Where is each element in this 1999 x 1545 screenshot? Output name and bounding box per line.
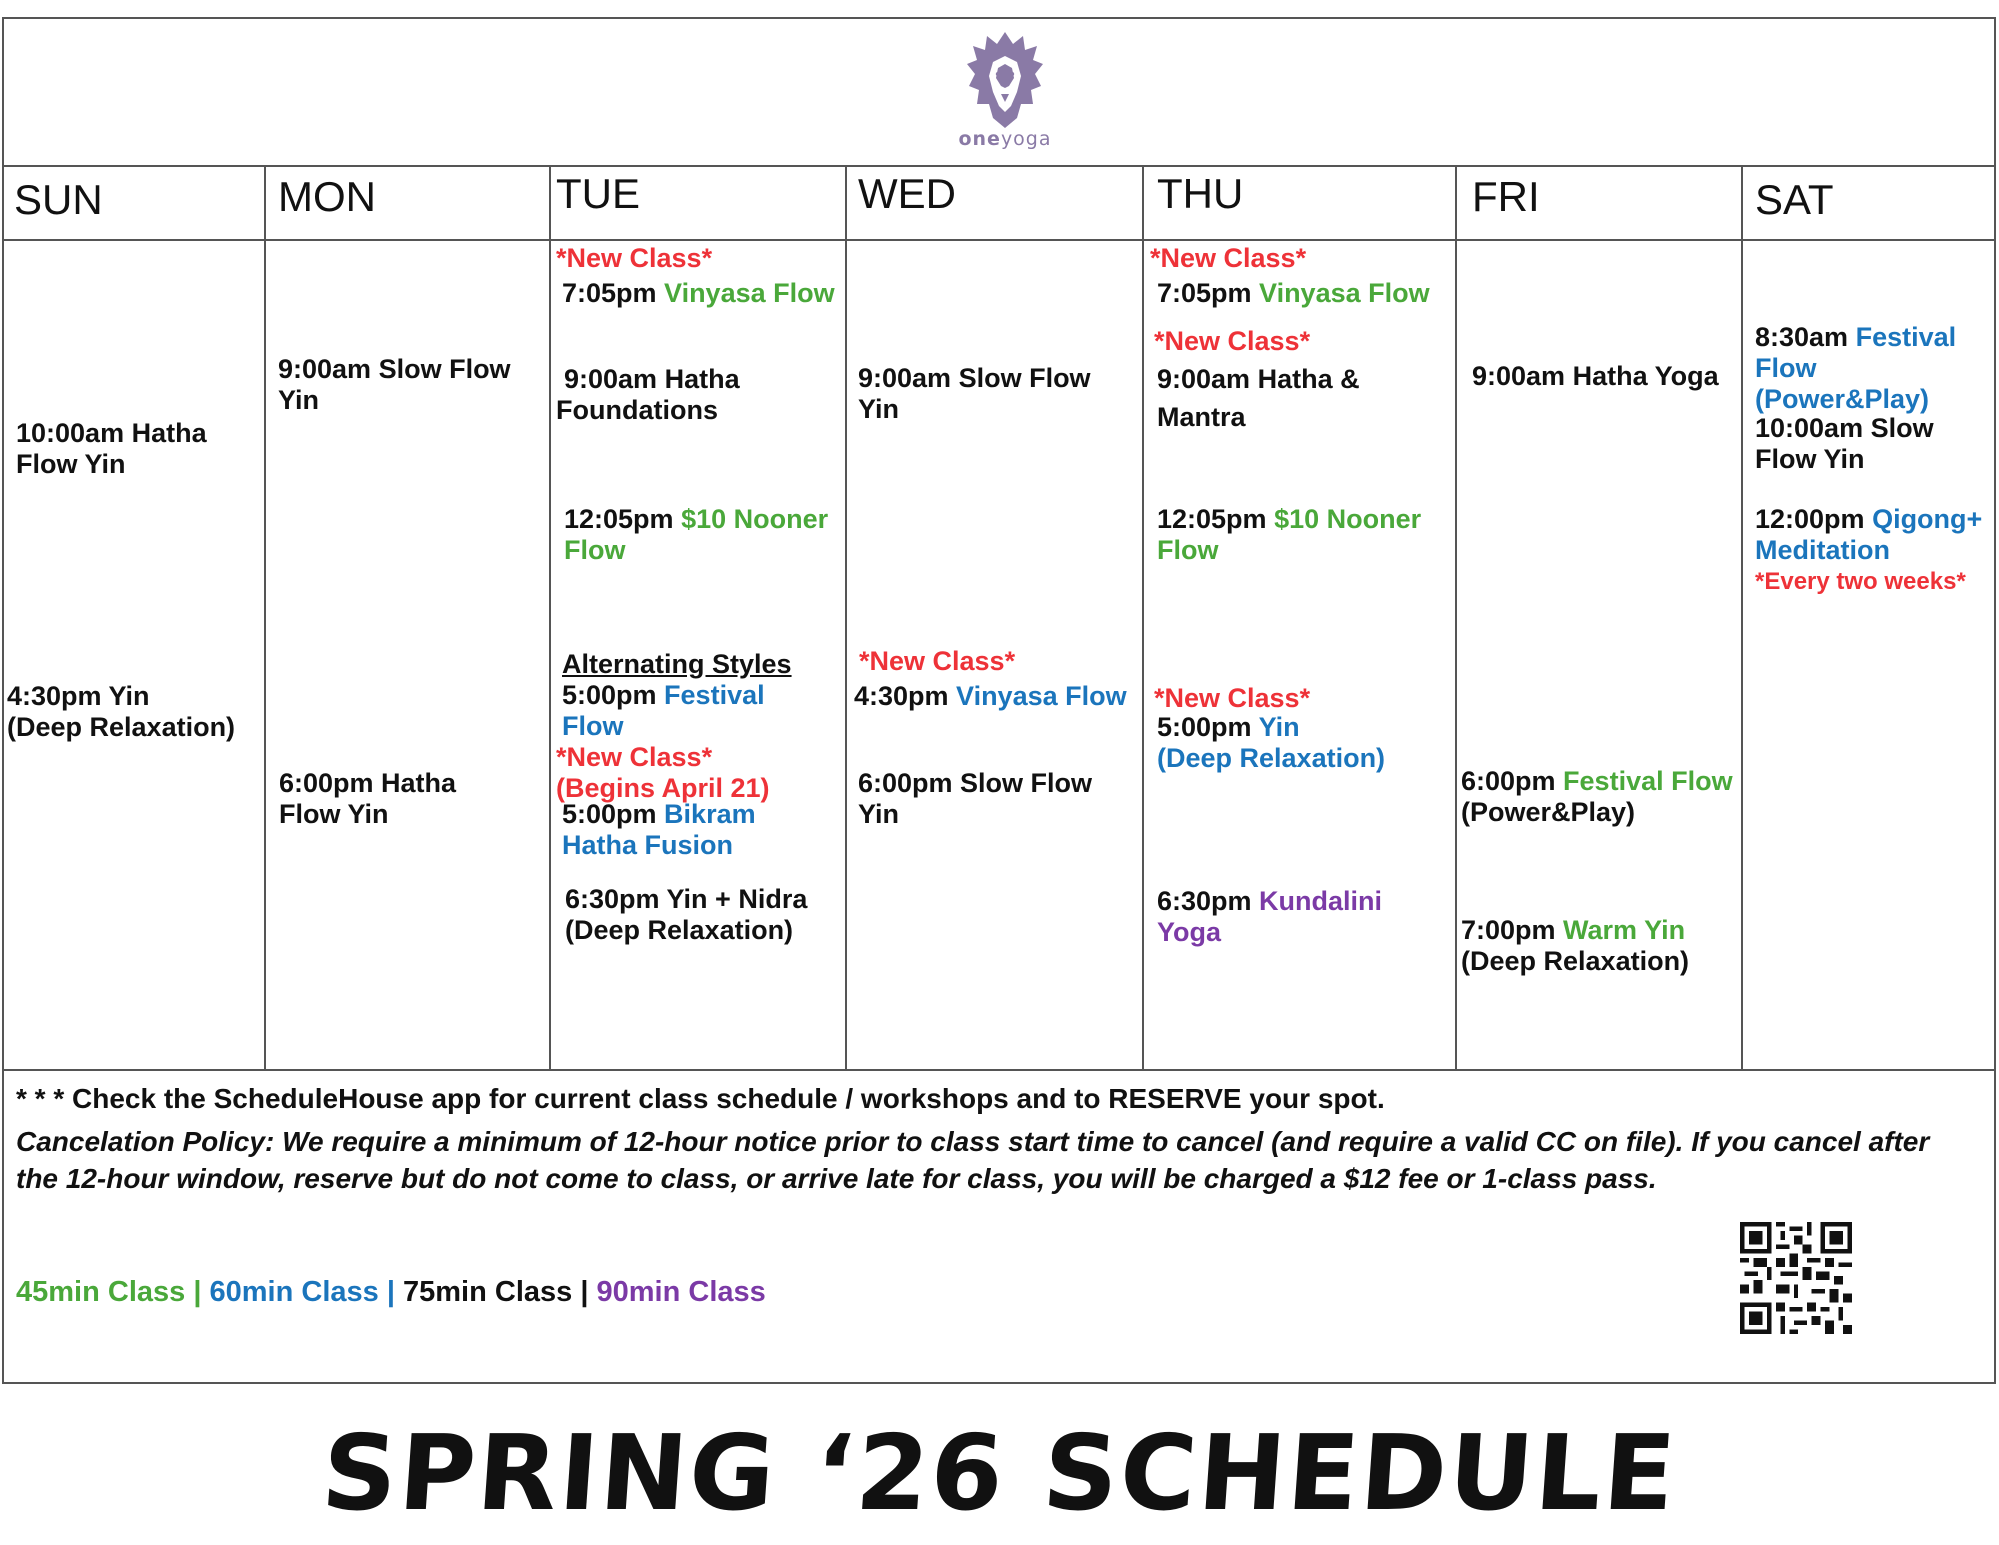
header-divider [2, 165, 1996, 167]
new-class-badge: *New Class* [859, 646, 1016, 676]
class-entry: 7:00pm Warm Yin (Deep Relaxation) [1461, 915, 1690, 976]
day-header-fri: FRI [1472, 173, 1540, 220]
day-header-sat: SAT [1755, 176, 1834, 223]
column-divider [1455, 165, 1457, 1070]
class-entry: 9:00am Hatha Yoga [1472, 361, 1719, 391]
class-entry: 6:30pm Yin + Nidra (Deep Relaxation) [565, 884, 808, 945]
class-entry: 6:00pm Slow Flow Yin [858, 768, 1093, 829]
day-header-tue: TUE [556, 170, 640, 217]
footer-divider [2, 1069, 1996, 1071]
legend-90: 90min Class [596, 1276, 766, 1308]
class-entry: 9:00am Hatha Foundations [556, 364, 740, 425]
lion-icon [965, 30, 1045, 130]
class-entry: 7:05pm Vinyasa Flow [562, 278, 835, 308]
duration-legend: 45min Class | 60min Class | 75min Class | 90min Class [16, 1276, 766, 1308]
class-entry: 5:00pm Festival Flow [562, 680, 765, 741]
oneyoga-logo [945, 30, 1065, 162]
column-divider [264, 165, 266, 1070]
class-entry: 10:00am Slow Flow Yin [1755, 413, 1934, 474]
new-class-badge: *New Class* (Begins April 21) [556, 742, 770, 803]
class-entry: 9:00am Hatha & Mantra [1157, 364, 1360, 432]
legend-45: 45min Class [16, 1276, 186, 1308]
column-divider [549, 165, 551, 1070]
class-entry: 9:00am Slow Flow Yin [858, 363, 1091, 424]
class-entry: 10:00am Hatha Flow Yin [16, 418, 207, 479]
class-entry: 6:00pm Hatha Flow Yin [279, 768, 457, 829]
alternating-styles-heading: Alternating Styles [562, 649, 792, 679]
legend-75: 75min Class [403, 1276, 573, 1308]
class-entry: 7:05pm Vinyasa Flow [1157, 278, 1430, 308]
class-entry: 6:00pm Festival Flow (Power&Play) [1461, 766, 1733, 827]
new-class-badge: *New Class* [1150, 243, 1307, 273]
new-class-badge: *New Class* [1154, 683, 1311, 713]
class-entry: 4:30pm Vinyasa Flow [854, 681, 1127, 711]
new-class-badge: *New Class* [1154, 326, 1311, 356]
qr-code-icon [1740, 1222, 1852, 1334]
new-class-badge: *New Class* [556, 243, 713, 273]
day-header-wed: WED [858, 170, 956, 217]
class-entry: 5:00pm Bikram Hatha Fusion [562, 799, 756, 860]
day-header-mon: MON [278, 173, 376, 220]
schedulehouse-note: * * * Check the ScheduleHouse app for current class schedule / workshops and to RESERVE your spot. [16, 1083, 1385, 1114]
page-title: SPRING ‘26 SCHEDULE [318, 1412, 1681, 1534]
class-entry: 4:30pm Yin (Deep Relaxation) [7, 681, 236, 742]
cancelation-policy: Cancelation Policy: We require a minimum of 12-hour notice prior to class start time to cancel (and require a valid CC on file). If you cancel after the 12-hour window, reserve but do not come to class, or arrive late for class, you will be charged a $12 fee or 1-class pass. [16, 1126, 1930, 1194]
days-divider [2, 239, 1996, 241]
column-divider [1741, 165, 1743, 1070]
column-divider [1142, 165, 1144, 1070]
class-entry: 6:30pm Kundalini Yoga [1157, 886, 1383, 947]
legend-60: 60min Class [209, 1276, 379, 1308]
column-divider [845, 165, 847, 1070]
class-entry: 12:00pm Qigong+ Meditation *Every two weeks* [1755, 504, 1983, 595]
class-entry: 8:30am Festival Flow (Power&Play) [1755, 322, 1957, 414]
class-entry: 5:00pm Yin (Deep Relaxation) [1157, 712, 1386, 773]
class-entry: 12:05pm $10 Nooner Flow [1157, 504, 1422, 565]
class-entry: 12:05pm $10 Nooner Flow [564, 504, 829, 565]
day-header-sun: SUN [14, 176, 103, 223]
day-header-thu: THU [1157, 170, 1244, 217]
logo-wordmark: oneyoga [958, 128, 1052, 150]
class-entry: 9:00am Slow Flow Yin [278, 354, 511, 415]
